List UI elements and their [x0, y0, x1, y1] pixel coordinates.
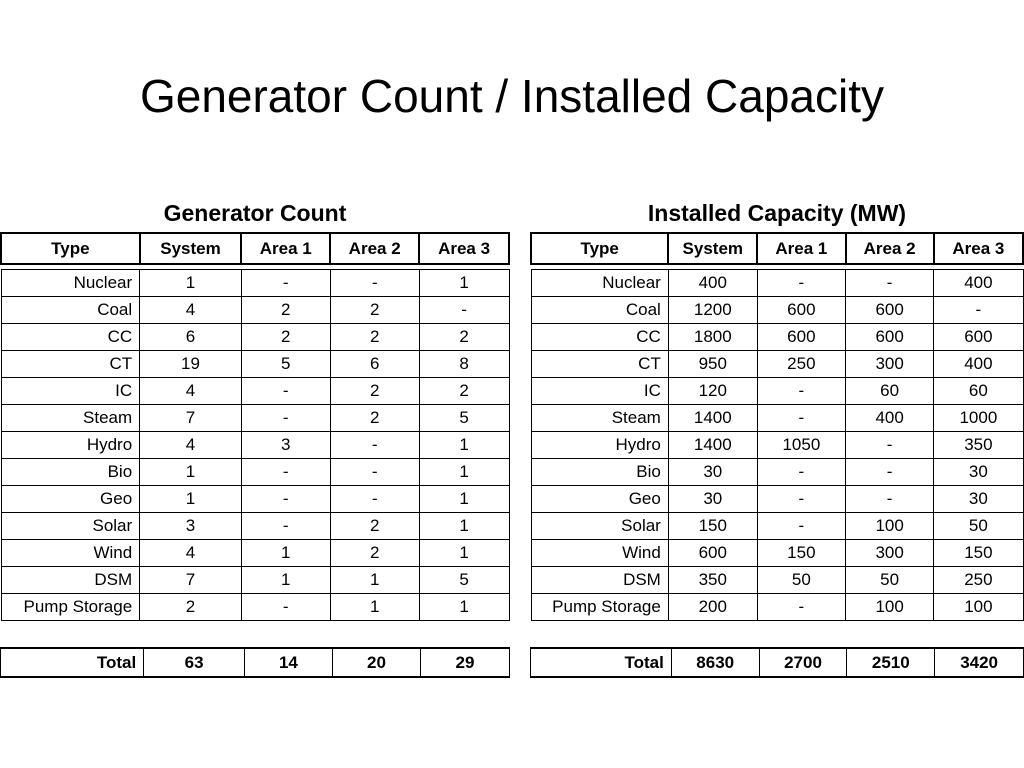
generator-count-panel: [0, 198, 510, 678]
value-cell: 60: [934, 378, 1023, 405]
value-cell: 400: [846, 405, 934, 432]
type-cell: DSM: [531, 567, 668, 594]
table-row: [1, 405, 509, 432]
value-cell: 6: [140, 324, 242, 351]
total-value: 14: [244, 648, 332, 677]
table-row: [1, 378, 509, 405]
value-cell: 600: [668, 540, 757, 567]
value-cell: 8: [419, 351, 509, 378]
table-row: [531, 459, 1023, 486]
value-cell: 2: [419, 378, 509, 405]
value-cell: 2: [330, 513, 419, 540]
value-cell: 600: [846, 297, 934, 324]
value-cell: 100: [846, 594, 934, 621]
table-row: [1, 351, 509, 378]
value-cell: 350: [668, 567, 757, 594]
installed-capacity-panel: [530, 198, 1024, 678]
table-row: [1, 486, 509, 513]
total-row: [1, 648, 510, 677]
column-header: Area 3: [419, 233, 509, 264]
value-cell: 5: [419, 405, 509, 432]
value-cell: -: [419, 297, 509, 324]
value-cell: 1: [419, 270, 509, 297]
type-cell: Steam: [1, 405, 140, 432]
value-cell: 300: [846, 351, 934, 378]
value-cell: 1050: [757, 432, 845, 459]
value-cell: 2: [330, 297, 419, 324]
value-cell: 600: [846, 324, 934, 351]
total-value: 2510: [847, 648, 935, 677]
table-row: [1, 459, 509, 486]
value-cell: 250: [934, 567, 1023, 594]
value-cell: 30: [934, 459, 1023, 486]
value-cell: 150: [668, 513, 757, 540]
type-cell: Steam: [531, 405, 668, 432]
value-cell: 150: [757, 540, 845, 567]
value-cell: 100: [934, 594, 1023, 621]
type-cell: CC: [1, 324, 140, 351]
value-cell: -: [757, 378, 845, 405]
value-cell: 7: [140, 567, 242, 594]
page-title: Generator Count / Installed Capacity: [139, 70, 885, 122]
value-cell: 2: [419, 324, 509, 351]
total-value: 29: [420, 648, 509, 677]
value-cell: 5: [241, 351, 330, 378]
value-cell: 1400: [668, 432, 757, 459]
value-cell: 1400: [668, 405, 757, 432]
table-row: [531, 405, 1023, 432]
column-header: Area 2: [846, 233, 934, 264]
value-cell: 1: [419, 594, 509, 621]
type-cell: Solar: [1, 513, 140, 540]
value-cell: -: [241, 270, 330, 297]
value-cell: 3: [140, 513, 242, 540]
table-row: [1, 270, 509, 297]
type-cell: Pump Storage: [531, 594, 668, 621]
value-cell: 4: [140, 297, 242, 324]
generator-count-total-table: [0, 647, 510, 678]
table-row: [531, 351, 1023, 378]
type-cell: Solar: [531, 513, 668, 540]
table-row: [531, 378, 1023, 405]
value-cell: -: [241, 378, 330, 405]
value-cell: 4: [140, 378, 242, 405]
value-cell: 1: [419, 459, 509, 486]
value-cell: -: [846, 432, 934, 459]
value-cell: 2: [330, 378, 419, 405]
generator-count-table: [0, 232, 510, 621]
total-label: Total: [531, 648, 672, 677]
value-cell: 350: [934, 432, 1023, 459]
value-cell: 950: [668, 351, 757, 378]
type-cell: CT: [531, 351, 668, 378]
table-header-row: [531, 233, 1023, 264]
total-row: [531, 648, 1024, 677]
type-cell: Wind: [1, 540, 140, 567]
value-cell: -: [330, 270, 419, 297]
value-cell: -: [846, 459, 934, 486]
value-cell: 600: [757, 297, 845, 324]
value-cell: 600: [757, 324, 845, 351]
total-value: 2700: [759, 648, 847, 677]
value-cell: 30: [934, 486, 1023, 513]
value-cell: 2: [140, 594, 242, 621]
table-row: [531, 432, 1023, 459]
value-cell: 400: [934, 270, 1023, 297]
type-cell: IC: [1, 378, 140, 405]
type-cell: DSM: [1, 567, 140, 594]
value-cell: 250: [757, 351, 845, 378]
value-cell: -: [846, 270, 934, 297]
total-value: 3420: [935, 648, 1024, 677]
value-cell: 30: [668, 486, 757, 513]
type-cell: Geo: [531, 486, 668, 513]
table-row: [1, 297, 509, 324]
value-cell: 1: [140, 270, 242, 297]
value-cell: 6: [330, 351, 419, 378]
value-cell: 1: [419, 486, 509, 513]
table-row: [1, 432, 509, 459]
column-header: Area 2: [330, 233, 419, 264]
value-cell: 1: [330, 567, 419, 594]
value-cell: 1: [241, 567, 330, 594]
value-cell: -: [846, 486, 934, 513]
value-cell: 5: [419, 567, 509, 594]
value-cell: 1: [140, 486, 242, 513]
value-cell: 50: [934, 513, 1023, 540]
value-cell: -: [241, 513, 330, 540]
value-cell: 7: [140, 405, 242, 432]
value-cell: 3: [241, 432, 330, 459]
table-row: [531, 540, 1023, 567]
value-cell: 400: [668, 270, 757, 297]
column-header: System: [668, 233, 757, 264]
value-cell: -: [330, 486, 419, 513]
value-cell: 1: [419, 540, 509, 567]
table-row: [531, 486, 1023, 513]
value-cell: 2: [241, 297, 330, 324]
value-cell: 2: [330, 405, 419, 432]
installed-capacity-table: [530, 232, 1024, 621]
value-cell: 4: [140, 432, 242, 459]
value-cell: 60: [846, 378, 934, 405]
table-row: [1, 567, 509, 594]
column-header: System: [140, 233, 242, 264]
total-value: 8630: [671, 648, 759, 677]
table-row: [1, 540, 509, 567]
installed-capacity-total-table: [530, 647, 1024, 678]
value-cell: 50: [846, 567, 934, 594]
type-cell: Nuclear: [531, 270, 668, 297]
value-cell: 300: [846, 540, 934, 567]
value-cell: 120: [668, 378, 757, 405]
type-cell: CC: [531, 324, 668, 351]
value-cell: 50: [757, 567, 845, 594]
value-cell: 600: [934, 324, 1023, 351]
installed-capacity-title: Installed Capacity (MW): [647, 200, 907, 226]
value-cell: 2: [330, 324, 419, 351]
value-cell: 1200: [668, 297, 757, 324]
total-value: 20: [332, 648, 420, 677]
type-cell: Nuclear: [1, 270, 140, 297]
value-cell: -: [757, 459, 845, 486]
column-header: Area 1: [757, 233, 845, 264]
value-cell: -: [757, 486, 845, 513]
value-cell: 1: [241, 540, 330, 567]
value-cell: 150: [934, 540, 1023, 567]
value-cell: -: [757, 405, 845, 432]
value-cell: 1: [419, 432, 509, 459]
table-row: [1, 594, 509, 621]
value-cell: 100: [846, 513, 934, 540]
table-row: [531, 567, 1023, 594]
value-cell: 2: [330, 540, 419, 567]
value-cell: 200: [668, 594, 757, 621]
type-cell: Bio: [531, 459, 668, 486]
value-cell: 1: [330, 594, 419, 621]
value-cell: -: [241, 594, 330, 621]
value-cell: -: [241, 405, 330, 432]
value-cell: -: [757, 270, 845, 297]
value-cell: 1: [419, 513, 509, 540]
table-header-row: [1, 233, 509, 264]
type-cell: Pump Storage: [1, 594, 140, 621]
value-cell: -: [330, 459, 419, 486]
value-cell: -: [934, 297, 1023, 324]
value-cell: -: [757, 513, 845, 540]
type-cell: Wind: [531, 540, 668, 567]
value-cell: 1: [140, 459, 242, 486]
type-cell: IC: [531, 378, 668, 405]
value-cell: -: [330, 432, 419, 459]
type-cell: Geo: [1, 486, 140, 513]
table-row: [1, 513, 509, 540]
column-header: Type: [531, 233, 668, 264]
type-cell: Hydro: [531, 432, 668, 459]
value-cell: 2: [241, 324, 330, 351]
table-row: [1, 324, 509, 351]
table-row: [531, 594, 1023, 621]
value-cell: -: [241, 459, 330, 486]
value-cell: 400: [934, 351, 1023, 378]
column-header: Type: [1, 233, 140, 264]
generator-count-title: Generator Count: [163, 200, 347, 226]
type-cell: Coal: [531, 297, 668, 324]
value-cell: 4: [140, 540, 242, 567]
table-row: [531, 297, 1023, 324]
type-cell: Coal: [1, 297, 140, 324]
column-header: Area 3: [934, 233, 1023, 264]
table-row: [531, 513, 1023, 540]
table-row: [531, 270, 1023, 297]
value-cell: 30: [668, 459, 757, 486]
value-cell: -: [757, 594, 845, 621]
table-row: [531, 324, 1023, 351]
value-cell: 1000: [934, 405, 1023, 432]
type-cell: Bio: [1, 459, 140, 486]
total-label: Total: [1, 648, 144, 677]
type-cell: Hydro: [1, 432, 140, 459]
value-cell: 1800: [668, 324, 757, 351]
value-cell: -: [241, 486, 330, 513]
total-value: 63: [144, 648, 245, 677]
value-cell: 19: [140, 351, 242, 378]
type-cell: CT: [1, 351, 140, 378]
column-header: Area 1: [241, 233, 330, 264]
